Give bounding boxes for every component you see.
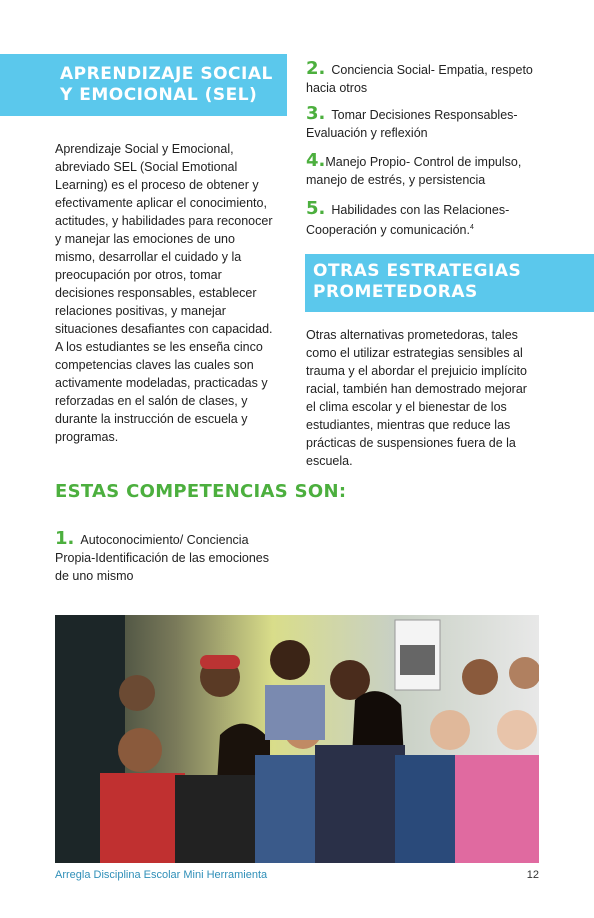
competencia-item <box>55 530 285 585</box>
sel-banner <box>0 54 287 116</box>
competencias-heading: ESTAS COMPETENCIAS SON: <box>55 481 347 502</box>
competencia-text: Habilidades con las Relaciones- Cooperación y comunicación. <box>306 203 510 238</box>
competencia-item <box>306 105 546 142</box>
otras-banner <box>305 254 594 312</box>
otras-banner-title: OTRAS ESTRATEGIAS PROMETEDORAS <box>313 261 522 302</box>
photo-illustration <box>55 615 539 863</box>
competencia-text: Manejo Propio- Control de impulso, manejo de estrés, y persistencia <box>306 155 522 187</box>
competencia-text: Autoconocimiento/ Conciencia Propia-Identificación de las emociones de uno mismo <box>55 533 270 583</box>
intro-paragraph: Aprendizaje Social y Emocional, abreviado SEL (Social Emotional Learning) es el proceso de obtener y efectivamente aplicar el conocimiento, actitudes, y habilidades para reconocer y manejar las emociones de uno mismo, desarrollar el cuidado y la preocupación por otros, tomar decisiones responsables, establecer relaciones positivas, y manejar situaciones desafiantes con capacidad. A los estudiantes se les enseña cinco competencias claves las cuales son activamente modeladas, practicadas y reforzadas en el salón de clases, y durante la instrucción de escuela y programas. <box>55 142 273 444</box>
page-number: 12 <box>526 869 539 881</box>
competencia-number: 4. <box>306 150 326 171</box>
competencia-number: 1. <box>55 528 75 549</box>
otras-paragraph: Otras alternativas prometedoras, tales como el utilizar estrategias sensibles al trauma y el abordar el prejuicio implícito racial, también han demostrado mejorar el clima escolar y el bienestar de los estudiantes, mientras que reduce las prácticas de suspensiones fuera de la escuela. <box>306 328 527 468</box>
sel-banner-title: APRENDIZAJE SOCIAL Y EMOCIONAL (SEL) <box>60 64 273 105</box>
competencia-text: Tomar Decisiones Responsables- Evaluación y reflexión <box>306 108 518 140</box>
competencia-item <box>306 152 546 189</box>
competencia-number: 5. <box>306 198 326 219</box>
students-group-photo <box>55 615 539 863</box>
footnote-ref: 4 <box>469 224 474 231</box>
competencia-item <box>306 200 546 239</box>
competencia-text: Conciencia Social- Empatia, respeto hacia otros <box>306 63 533 95</box>
competencia-number: 2. <box>306 58 326 79</box>
competencia-item <box>306 60 546 97</box>
footer-title: Arregla Disciplina Escolar Mini Herramienta <box>55 869 268 881</box>
competencia-number: 3. <box>306 103 326 124</box>
